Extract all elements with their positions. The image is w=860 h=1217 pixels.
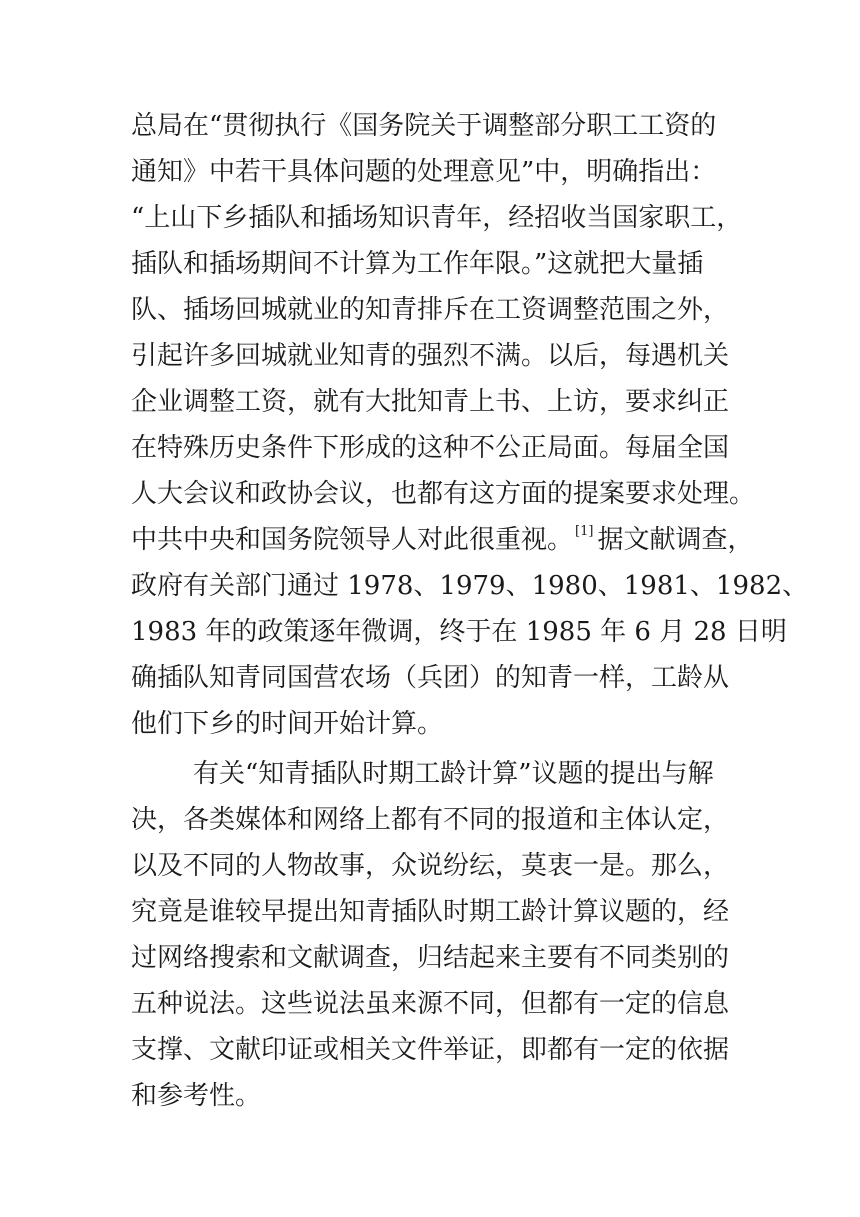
text-line: 决，各类媒体和网络上都有不同的报道和主体认定， [131,805,730,835]
text-line: 人大会议和政协会议，也都有这方面的提案要求处理。 [131,479,756,509]
text-line: 究竟是谁较早提出知青插队时期工龄计算议题的，经 [131,897,730,927]
text-line: 插队和插场期间不计算为工作年限。”这就把大量插 [131,249,704,279]
text-line [131,517,754,563]
text-line: “上山下乡插队和插场知识青年，经招收当国家职工， [131,203,743,233]
text-line: 有关“知青插队时期工龄计算”议题的提出与解 [193,759,714,789]
text-line: 支撑、文献印证或相关文件举证，即都有一定的依据 [131,1035,730,1065]
text-line: 总局在“贯彻执行《国务院关于调整部分职工工资的 [131,111,717,141]
body-text [131,103,809,1119]
text-line: 政府有关部门通过 1978、1979、1980、1981、1982、 [131,571,809,601]
text-line: 确插队知青同国营农场（兵团）的知青一样，工龄从 [131,663,730,693]
paragraph-2 [131,751,741,1119]
text-line: 在特殊历史条件下形成的这种不公正局面。每届全国 [131,433,730,463]
text-line: 五种说法。这些说法虽来源不同，但都有一定的信息 [131,989,730,1019]
text-line: 他们下乡的时间开始计算。 [131,709,444,739]
text-segment: 中共中央和国务院领导人对此很重视。 [131,525,574,555]
text-line: 通知》中若干具体问题的处理意见”中，明确指出： [131,157,717,187]
text-segment: 据文献调查， [597,525,754,555]
paragraph-1 [131,103,809,747]
text-line: 引起许多回城就业知青的强烈不满。以后，每遇机关 [131,341,730,371]
text-line: 队、插场回城就业的知青排斥在工资调整范围之外， [131,295,730,325]
text-line: 以及不同的人物故事，众说纷纭，莫衷一是。那么， [131,851,730,881]
footnote-reference[interactable]: [1] [575,524,594,539]
text-line: 和参考性。 [131,1081,262,1111]
text-line: 1983 年的政策逐年微调，终于在 1985 年 6 月 28 日明 [131,617,787,647]
text-line: 企业调整工资，就有大批知青上书、上访，要求纠正 [131,387,730,417]
text-line: 过网络搜索和文献调查，归结起来主要有不同类别的 [131,943,730,973]
